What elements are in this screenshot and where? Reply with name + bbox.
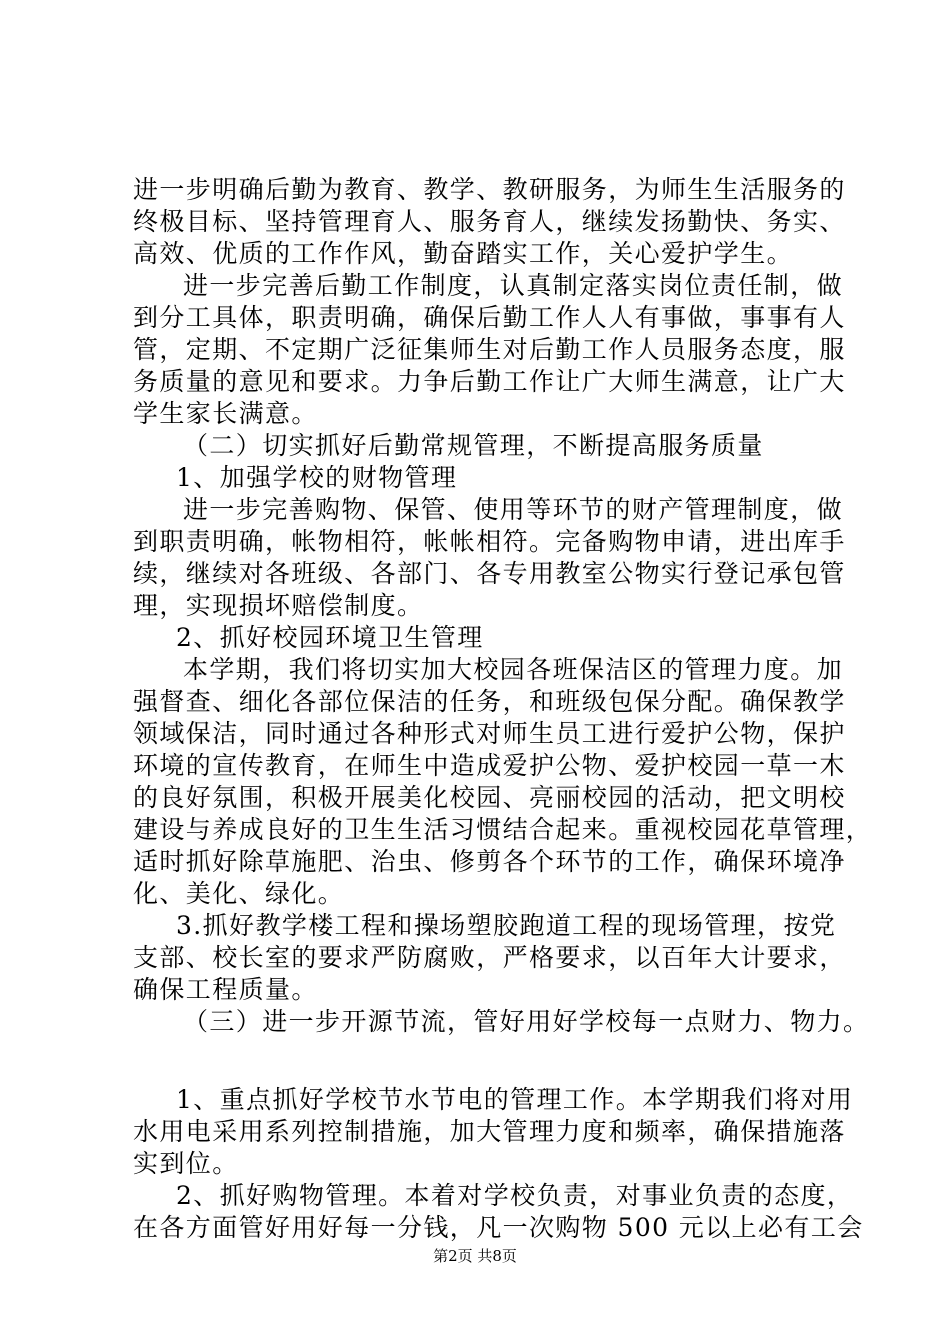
paragraph-line: 强督查、细化各部位保洁的任务，和班级包保分配。确保教学 <box>133 687 846 716</box>
paragraph-line: 进一步完善后勤工作制度，认真制定落实岗位责任制，做 <box>183 271 844 300</box>
paragraph-line: 领域保洁，同时通过各种形式对师生员工进行爱护公物，保护 <box>133 719 846 748</box>
paragraph-line: 理，实现损坏赔偿制度。 <box>133 591 424 620</box>
paragraph-line: 化、美化、绿化。 <box>133 879 345 908</box>
paragraph-line: 1、重点抓好学校节水节电的管理工作。本学期我们将对用 <box>176 1085 854 1114</box>
paragraph-line: 管，定期、不定期广泛征集师生对后勤工作人员服务态度，服 <box>133 335 846 364</box>
paragraph-line: 到分工具体，职责明确，确保后勤工作人人有事做，事事有人 <box>133 303 846 332</box>
section-heading: （三）进一步开源节流，管好用好学校每一点财力、物力。 <box>183 1007 870 1036</box>
subsection-heading: 2、抓好校园环境卫生管理 <box>176 623 484 652</box>
paragraph-line: 进一步完善购物、保管、使用等环节的财产管理制度，做 <box>183 495 844 524</box>
paragraph-line: 确保工程质量。 <box>133 975 318 1004</box>
paragraph-line: 到职责明确，帐物相符，帐帐相符。完备购物申请，进出库手 <box>133 527 846 556</box>
paragraph-line: 水用电采用系列控制措施，加大管理力度和频率，确保措施落 <box>133 1117 846 1146</box>
paragraph-line: 终极目标、坚持管理育人、服务育人，继续发扬勤快、务实、 <box>133 207 846 236</box>
paragraph-line: 高效、优质的工作作风，勤奋踏实工作，关心爱护学生。 <box>133 239 794 268</box>
section-heading: （二）切实抓好后勤常规管理，不断提高服务质量 <box>183 431 764 460</box>
page-footer: 第2页 共8页 <box>433 1247 517 1265</box>
paragraph-line: 2、抓好购物管理。本着对学校负责，对事业负责的态度， <box>176 1181 854 1210</box>
paragraph-line: 3.抓好教学楼工程和操场塑胶跑道工程的现场管理，按党 <box>176 911 837 940</box>
paragraph-line: 的良好氛围，积极开展美化校园、亮丽校园的活动，把文明校 <box>133 783 846 812</box>
paragraph-line: 学生家长满意。 <box>133 399 318 428</box>
paragraph-line: 务质量的意见和要求。力争后勤工作让广大师生满意，让广大 <box>133 367 846 396</box>
paragraph-line: 在各方面管好用好每一分钱，凡一次购物 500 元以上必有工会 <box>133 1213 864 1242</box>
paragraph-line: 续，继续对各班级、各部门、各专用教室公物实行登记承包管 <box>133 559 846 588</box>
subsection-heading: 1、加强学校的财物管理 <box>176 463 458 492</box>
paragraph-line: 实到位。 <box>133 1149 239 1178</box>
paragraph-line: 环境的宣传教育，在师生中造成爱护公物、爱护校园一草一木 <box>133 751 846 780</box>
paragraph-line: 本学期，我们将切实加大校园各班保洁区的管理力度。加 <box>183 655 844 684</box>
paragraph-line: 进一步明确后勤为教育、教学、教研服务，为师生生活服务的 <box>133 175 846 204</box>
paragraph-line: 适时抓好除草施肥、治虫、修剪各个环节的工作，确保环境净 <box>133 847 846 876</box>
paragraph-line: 支部、校长室的要求严防腐败，严格要求，以百年大计要求， <box>133 943 846 972</box>
paragraph-line: 建设与养成良好的卫生生活习惯结合起来。重视校园花草管理， <box>133 815 873 844</box>
